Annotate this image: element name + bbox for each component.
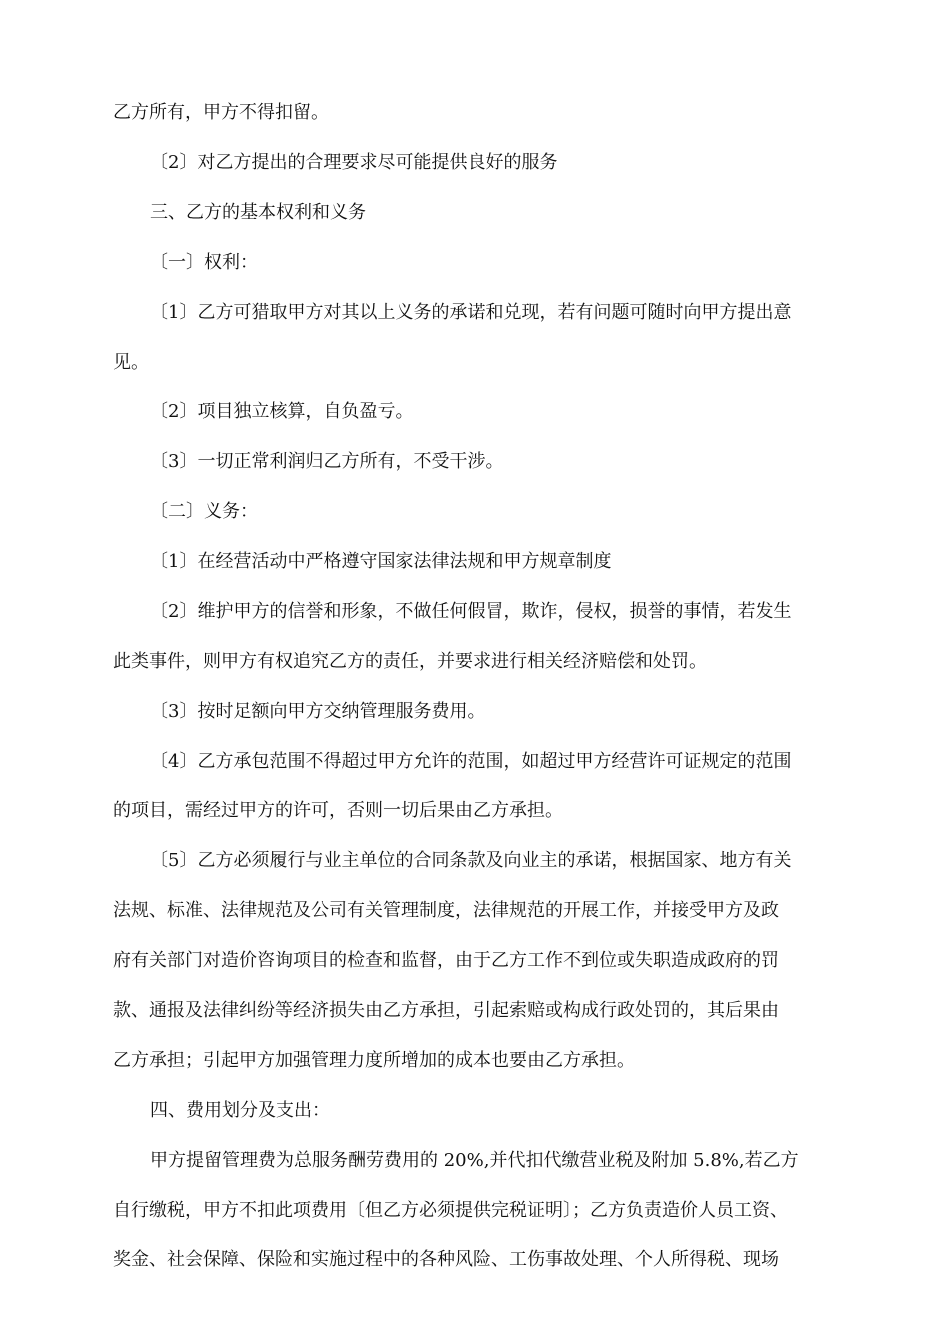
text-line: 〔1〕在经营活动中严格遵守国家法律法规和甲方规章制度	[150, 551, 612, 572]
text-line: 乙方所有，甲方不得扣留。	[113, 102, 329, 123]
text-line: 自行缴税，甲方不扣此项费用〔但乙方必须提供完税证明〕；乙方负责造价人员工资、	[113, 1200, 788, 1221]
text-line: 甲方提留管理费为总服务酬劳费用的 20%,并代扣代缴营业税及附加 5.8%,若乙方	[150, 1150, 799, 1171]
text-line: 法规、标准、法律规范及公司有关管理制度，法律规范的开展工作，并接受甲方及政	[113, 900, 779, 921]
section-heading: 四、费用划分及支出：	[150, 1100, 330, 1121]
text-line: 〔2〕项目独立核算，自负盈亏。	[150, 401, 414, 422]
text-line: 〔4〕乙方承包范围不得超过甲方允许的范围，如超过甲方经营许可证规定的范围	[150, 751, 792, 772]
text-line: 款、通报及法律纠纷等经济损失由乙方承担，引起索赔或构成行政处罚的，其后果由	[113, 1000, 779, 1021]
text-line: 奖金、社会保障、保险和实施过程中的各种风险、工伤事故处理、个人所得税、现场	[113, 1249, 779, 1270]
text-line: 乙方承担；引起甲方加强管理力度所增加的成本也要由乙方承担。	[113, 1050, 635, 1071]
text-line: 〔5〕乙方必须履行与业主单位的合同条款及向业主的承诺，根据国家、地方有关	[150, 850, 792, 871]
text-line: 〔2〕维护甲方的信誉和形象，不做任何假冒，欺诈，侵权，损誉的事情，若发生	[150, 601, 792, 622]
text-line: 〔3〕按时足额向甲方交纳管理服务费用。	[150, 701, 486, 722]
section-heading: 三、乙方的基本权利和义务	[150, 202, 366, 223]
text-line: 府有关部门对造价咨询项目的检查和监督，由于乙方工作不到位或失职造成政府的罚	[113, 950, 779, 971]
text-line: 见。	[113, 352, 149, 373]
text-line: 〔2〕对乙方提出的合理要求尽可能提供良好的服务	[150, 152, 558, 173]
subsection-heading: 〔一〕权利：	[150, 252, 258, 273]
text-line: 〔1〕乙方可猎取甲方对其以上义务的承诺和兑现，若有问题可随时向甲方提出意	[150, 302, 792, 323]
subsection-heading: 〔二〕义务：	[150, 501, 258, 522]
text-line: 的项目，需经过甲方的许可，否则一切后果由乙方承担。	[113, 800, 563, 821]
text-line: 〔3〕一切正常利润归乙方所有，不受干涉。	[150, 451, 504, 472]
text-line: 此类事件，则甲方有权追究乙方的责任，并要求进行相关经济赔偿和处罚。	[113, 651, 707, 672]
